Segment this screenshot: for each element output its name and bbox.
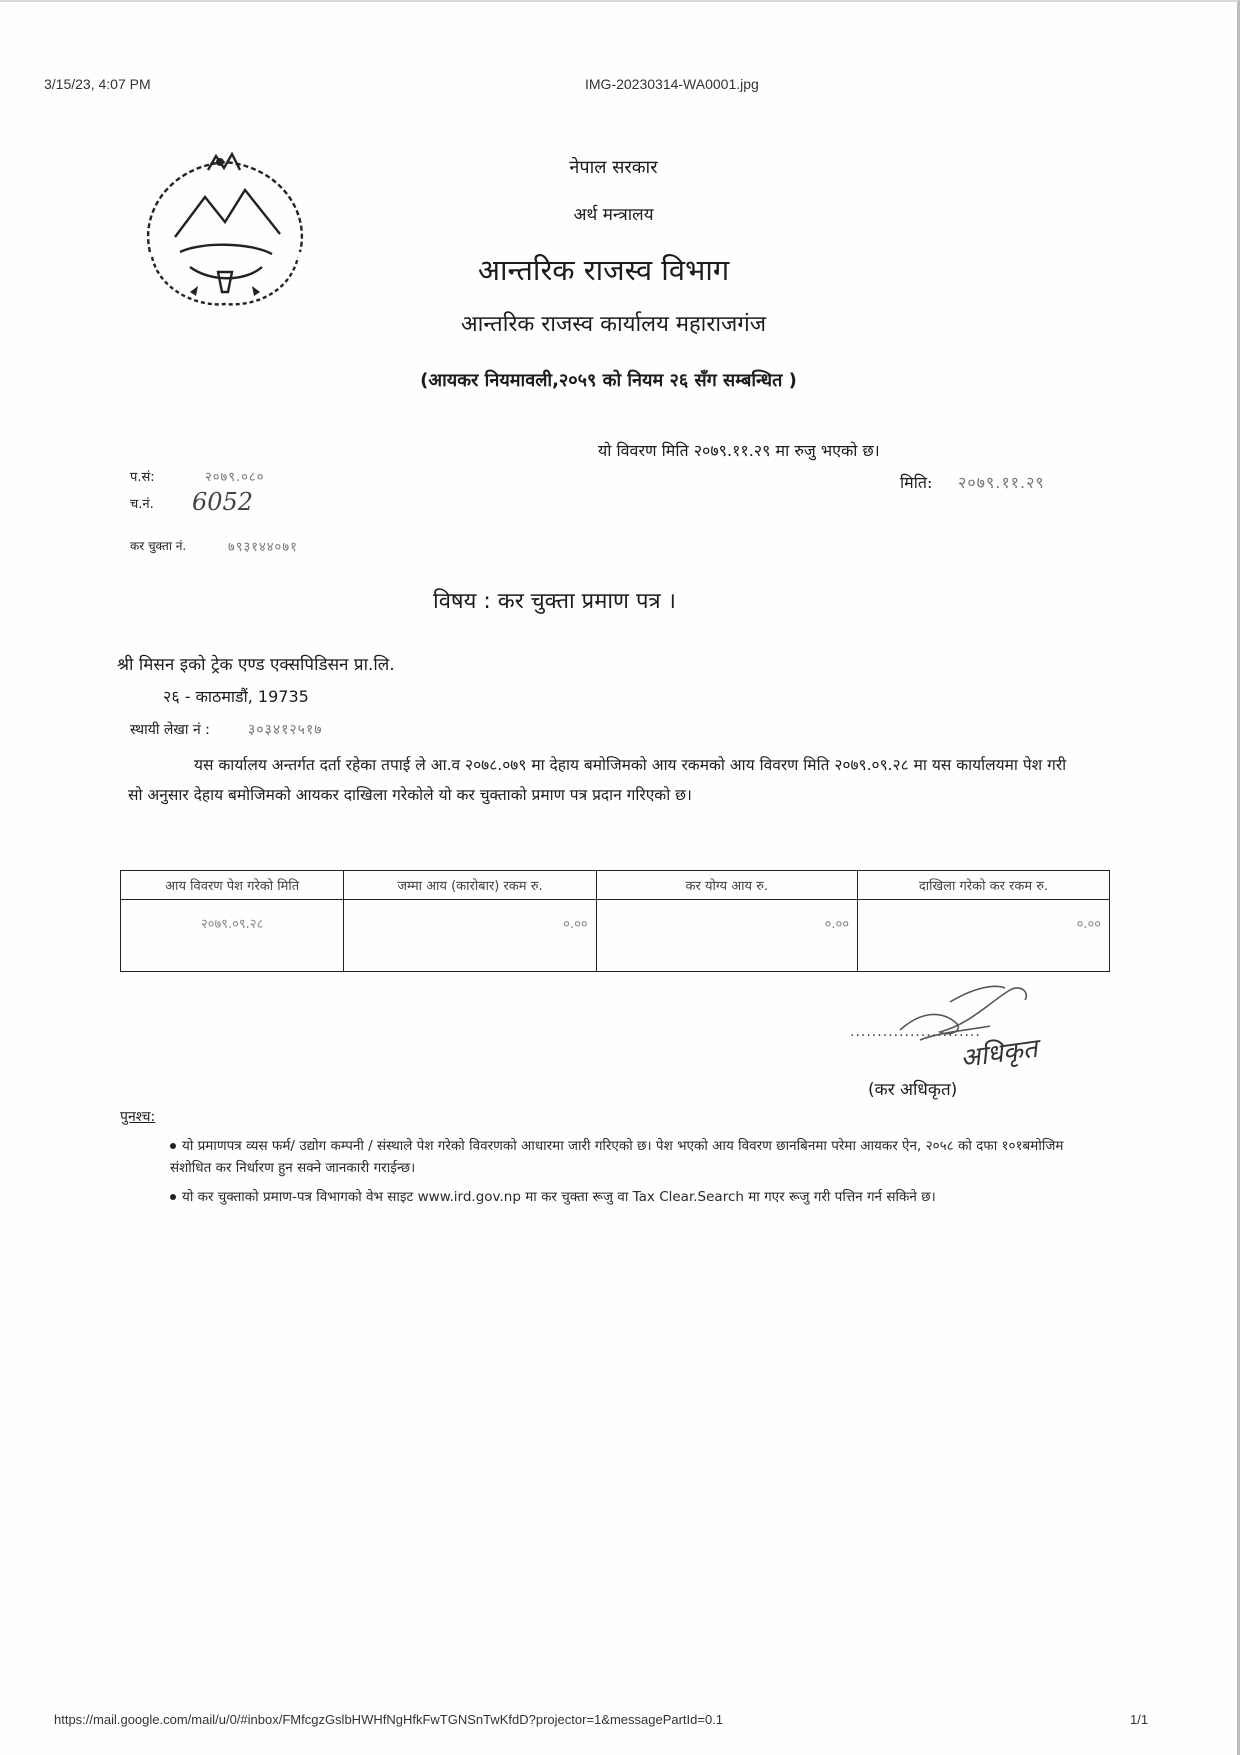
print-url: https://mail.google.com/mail/u/0/#inbox/FMfcgzGslbHWHfNgHfkFwTGNSnTwKfdD?projector=1&messagePartId=0.1 [54, 1712, 724, 1727]
note-text: यो कर चुक्ताको प्रमाण-पत्र विभागको वेभ साइट www.ird.gov.np मा कर चुक्ता रूजु वा Tax Clear.Search मा गएर रूजु गरी पत्तिन गर्न सकिने छ। [182, 1189, 936, 1205]
col-header-tax-paid: दाखिला गरेको कर रकम रु. [858, 871, 1110, 900]
note-item [170, 1186, 1070, 1208]
cha-na-label: च.नं. [130, 497, 154, 512]
pan-label: स्थायी लेखा नं : [130, 722, 210, 738]
tax-clear-no-value: ७९३१४४०७१ [228, 540, 298, 555]
rule-reference: (आयकर नियमावली,२०५९ को नियम २६ सँग सम्बन्धित ) [420, 370, 797, 391]
pan-value: ३०३४१२५१७ [248, 722, 323, 738]
date-value: २०७९.११.२९ [958, 473, 1045, 492]
cell-filing-date: २०७९.०९.२८ [121, 900, 344, 972]
col-header-filing-date: आय विवरण पेश गरेको मिति [121, 871, 344, 900]
table-row [121, 900, 1110, 972]
notes-label: पुनश्च: [120, 1109, 156, 1125]
cell-tax-paid: ०.०० [858, 900, 1110, 972]
cell-taxable-income: ०.०० [596, 900, 857, 972]
print-filename: IMG-20230314-WA0001.jpg [585, 76, 759, 92]
office-name: आन्तरिक राजस्व कार्यालय महाराजगंज [460, 312, 767, 337]
signature-dots: ........................ [850, 1024, 981, 1040]
date-label: मिति: [900, 473, 933, 492]
signature-handwritten: अधिकृत [958, 1033, 1040, 1075]
subject-line: विषय : कर चुक्ता प्रमाण पत्र । [433, 589, 676, 614]
government-name: नेपाल सरकार [569, 157, 658, 178]
recipient-name: श्री मिसन इको ट्रेक एण्ड एक्सपिडिसन प्रा.लि. [117, 655, 395, 675]
bullet-icon [170, 1143, 176, 1149]
tax-clear-no-label: कर चुक्ता नं. [130, 539, 187, 553]
body-paragraph: यस कार्यालय अन्तर्गत दर्ता रहेका तपाई ले आ.व २०७८.०७९ मा देहाय बमोजिमको आय रकमको आय विवरण मिति २०७९.०९.२८ मा यस कार्यालयमा पेश गरी सो अनुसार देहाय बमोजिमको आयकर दाखिला गरेकोले यो कर चुक्ताको प्रमाण पत्र प्रदान गरिएको छ। [128, 756, 1067, 804]
department-name: आन्तरिक राजस्व विभाग [477, 253, 730, 287]
print-datetime: 3/15/23, 4:07 PM [44, 76, 151, 92]
print-page-number: 1/1 [1130, 1712, 1149, 1727]
ministry-name: अर्थ मन्त्रालय [573, 205, 654, 225]
income-table [120, 870, 1110, 972]
pa-sa-value: २०७९.०८० [205, 470, 265, 485]
pa-sa-label: प.सं: [130, 470, 155, 485]
verification-stamp: यो विवरण मिति २०७९.११.२९ मा रुजु भएको छ। [598, 441, 880, 460]
bullet-icon [170, 1194, 176, 1200]
note-item [170, 1135, 1070, 1179]
cell-total-income: ०.०० [344, 900, 596, 972]
col-header-taxable-income: कर योग्य आय रु. [596, 871, 857, 900]
note-text: यो प्रमाणपत्र व्यस फर्म/ उद्योग कम्पनी / संस्थाले पेश गरेको विवरणको आधारमा जारी गरिएको छ। पेश भएको आय विवरण छानबिनमा परेमा आयकर ऐन, २०५८ को दफा १०१बमोजिम संशोधित कर निर्धारण हुन सक्ने जानकारी गराईन्छ। [170, 1138, 1064, 1176]
recipient-address: २६ - काठमाडौं, 19735 [163, 687, 309, 706]
table-header-row [121, 871, 1110, 900]
col-header-total-income: जम्मा आय (कारोबार) रकम रु. [344, 871, 596, 900]
cha-na-value: 6052 [192, 488, 254, 516]
signatory-title: (कर अधिकृत) [868, 1080, 958, 1100]
